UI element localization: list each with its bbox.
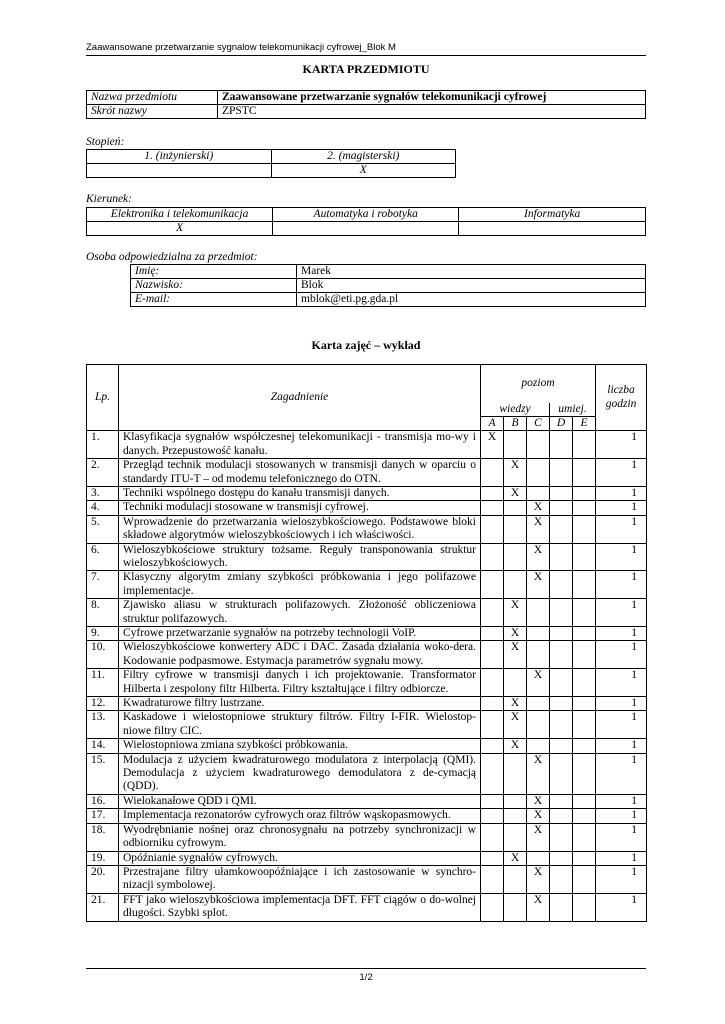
row-level-d: [550, 515, 573, 543]
row-hours: 1: [596, 697, 647, 711]
row-level-e: [573, 865, 596, 893]
row-level-d: [550, 599, 573, 627]
person-label: Osoba odpowiedzialna za przedmiot:: [86, 251, 258, 263]
col-knowledge-header: wiedzy: [481, 403, 550, 417]
row-level-a: [481, 543, 504, 571]
row-lp: 3.: [87, 486, 119, 500]
row-level-b: X: [504, 739, 527, 753]
row-topic: Wieloszybkościowe struktury tożsame. Reguły transponowania struktur wieloszybkościowych.: [119, 543, 481, 571]
table-row: [87, 431, 647, 459]
row-level-e: [573, 486, 596, 500]
row-level-d: [550, 739, 573, 753]
row-lp: 21.: [87, 893, 119, 921]
row-lp: 16.: [87, 794, 119, 808]
row-level-b: [504, 571, 527, 599]
row-hours: 1: [596, 641, 647, 669]
table-row: [87, 851, 647, 865]
row-level-c: X: [527, 571, 550, 599]
row-hours: 1: [596, 459, 647, 487]
row-level-c: X: [527, 794, 550, 808]
table-row: [87, 571, 647, 599]
row-level-c: X: [527, 893, 550, 921]
row-level-a: [481, 753, 504, 794]
table-row: [87, 739, 647, 753]
table-row: [87, 459, 647, 487]
row-hours: 1: [596, 794, 647, 808]
table-row: [87, 865, 647, 893]
row-level-d: [550, 431, 573, 459]
direction-value-3: [459, 222, 646, 236]
row-topic: Implementacja rezonatorów cyfrowych oraz filtrów wąskopasmowych.: [119, 809, 481, 823]
row-level-a: [481, 851, 504, 865]
direction-label: Kierunek:: [86, 193, 132, 205]
row-topic: Klasyfikacja sygnałów współczesnej telekomunikacji - transmisja mo-wy i danych. Przepustowość kanału.: [119, 431, 481, 459]
row-hours: 1: [596, 753, 647, 794]
row-level-d: [550, 823, 573, 851]
row-level-a: [481, 739, 504, 753]
row-hours: 1: [596, 627, 647, 641]
row-level-e: [573, 739, 596, 753]
last-name-value: Blok: [297, 279, 646, 293]
direction-value-1: X: [87, 222, 273, 236]
row-lp: 13.: [87, 711, 119, 739]
row-level-e: [573, 627, 596, 641]
row-level-d: [550, 501, 573, 515]
row-level-b: [504, 753, 527, 794]
row-level-d: [550, 641, 573, 669]
row-level-b: [504, 823, 527, 851]
row-topic: Kaskadowe i wielostopniowe struktury filtrów. Filtry I-FIR. Wielostop-niowe filtry CIC.: [119, 711, 481, 739]
col-lp-header: Lp.: [87, 365, 119, 431]
row-level-b: X: [504, 711, 527, 739]
level-c-header: C: [527, 416, 550, 430]
row-level-c: X: [527, 543, 550, 571]
table-row: [87, 599, 647, 627]
degree-label: Stopień:: [86, 136, 125, 148]
table-row: [87, 501, 647, 515]
direction-value-2: [273, 222, 459, 236]
row-lp: 5.: [87, 515, 119, 543]
row-level-d: [550, 669, 573, 697]
row-level-c: [527, 459, 550, 487]
row-hours: 1: [596, 739, 647, 753]
email-value: mblok@eti.pg.gda.pl: [297, 293, 646, 307]
row-level-b: X: [504, 486, 527, 500]
row-level-c: X: [527, 669, 550, 697]
row-topic: Wielokanałowe QDD i QMI.: [119, 794, 481, 808]
row-topic: Opóźnianie sygnałów cyfrowych.: [119, 851, 481, 865]
row-level-a: [481, 571, 504, 599]
row-topic: Wprowadzenie do przetwarzania wieloszybkościowego. Podstawowe bloki składowe algorytmów wieloszybkościowych i ich właściwości.: [119, 515, 481, 543]
row-level-e: [573, 501, 596, 515]
row-lp: 20.: [87, 865, 119, 893]
row-level-a: [481, 893, 504, 921]
row-level-d: [550, 459, 573, 487]
row-level-c: [527, 641, 550, 669]
row-level-a: [481, 515, 504, 543]
row-lp: 7.: [87, 571, 119, 599]
col-topic-header: Zagadnienie: [119, 365, 481, 431]
row-level-d: [550, 893, 573, 921]
row-level-a: [481, 486, 504, 500]
level-b-header: B: [504, 416, 527, 430]
row-hours: 1: [596, 599, 647, 627]
subject-table: [86, 90, 646, 119]
table-row: [87, 627, 647, 641]
row-level-b: [504, 669, 527, 697]
row-level-c: [527, 711, 550, 739]
page-footer: 1/2: [86, 968, 646, 983]
row-level-e: [573, 823, 596, 851]
row-topic: Techniki modulacji stosowane w transmisji cyfrowej.: [119, 501, 481, 515]
row-level-e: [573, 543, 596, 571]
row-level-b: [504, 865, 527, 893]
direction-col-3: Informatyka: [459, 208, 646, 222]
row-level-a: [481, 865, 504, 893]
row-level-a: [481, 627, 504, 641]
row-hours: 1: [596, 515, 647, 543]
row-level-e: [573, 753, 596, 794]
row-level-e: [573, 431, 596, 459]
table-row: [87, 809, 647, 823]
row-lp: 10.: [87, 641, 119, 669]
row-level-c: [527, 739, 550, 753]
row-level-e: [573, 893, 596, 921]
row-topic: Wieloszybkościowe konwertery ADC i DAC. Zasada działania woko-dera. Kodowanie podpasmowe. Estymacja parametrów sygnału mowy.: [119, 641, 481, 669]
row-level-d: [550, 865, 573, 893]
row-lp: 4.: [87, 501, 119, 515]
row-level-c: X: [527, 823, 550, 851]
email-label: E-mail:: [131, 293, 297, 307]
row-lp: 18.: [87, 823, 119, 851]
level-e-header: E: [573, 416, 596, 430]
table-row: [87, 753, 647, 794]
row-topic: Przestrajane filtry ułamkowoopóźniające i ich zastosowanie w synchro-nizacji symbolowej.: [119, 865, 481, 893]
level-d-header: D: [550, 416, 573, 430]
row-level-b: [504, 794, 527, 808]
row-topic: Filtry cyfrowe w transmisji danych i ich projektowanie. Transformator Hilberta i zespolony filtr Hilberta. Filtry kształtujące i filtry odbiorcze.: [119, 669, 481, 697]
row-level-b: [504, 501, 527, 515]
row-level-c: [527, 599, 550, 627]
row-hours: 1: [596, 711, 647, 739]
first-name-value: Marek: [297, 265, 646, 279]
row-level-e: [573, 641, 596, 669]
row-level-c: X: [527, 515, 550, 543]
row-hours: 1: [596, 823, 647, 851]
subject-short-label: Skrót nazwy: [87, 105, 218, 119]
row-level-e: [573, 697, 596, 711]
row-level-d: [550, 627, 573, 641]
table-row: [87, 486, 647, 500]
row-level-a: [481, 501, 504, 515]
degree-table: [86, 149, 456, 178]
table-row: [87, 543, 647, 571]
row-level-c: [527, 697, 550, 711]
table-row: [87, 711, 647, 739]
row-level-b: [504, 543, 527, 571]
row-level-e: [573, 809, 596, 823]
row-level-c: [527, 627, 550, 641]
row-hours: 1: [596, 571, 647, 599]
row-level-e: [573, 515, 596, 543]
row-lp: 17.: [87, 809, 119, 823]
row-lp: 15.: [87, 753, 119, 794]
row-topic: Wielostopniowa zmiana szybkości próbkowania.: [119, 739, 481, 753]
row-topic: Cyfrowe przetwarzanie sygnałów na potrzeby technologii VoIP.: [119, 627, 481, 641]
row-level-b: [504, 431, 527, 459]
table-row: [87, 697, 647, 711]
row-level-b: X: [504, 599, 527, 627]
page-title: KARTA PRZEDMIOTU: [302, 62, 430, 76]
lecture-title: Karta zajęć – wykład: [311, 338, 421, 352]
row-level-a: [481, 823, 504, 851]
row-level-e: [573, 571, 596, 599]
row-lp: 6.: [87, 543, 119, 571]
row-topic: Techniki wspólnego dostępu do kanału transmisji danych.: [119, 486, 481, 500]
direction-col-1: Elektronika i telekomunikacja: [87, 208, 273, 222]
row-lp: 14.: [87, 739, 119, 753]
row-level-e: [573, 794, 596, 808]
row-topic: Klasyczny algorytm zmiany szybkości próbkowania i jego polifazowe implementacje.: [119, 571, 481, 599]
row-level-e: [573, 599, 596, 627]
row-lp: 8.: [87, 599, 119, 627]
row-level-b: [504, 515, 527, 543]
row-topic: Kwadraturowe filtry lustrzane.: [119, 697, 481, 711]
row-hours: 1: [596, 486, 647, 500]
row-level-b: X: [504, 627, 527, 641]
row-level-d: [550, 711, 573, 739]
row-level-b: [504, 893, 527, 921]
table-row: [87, 893, 647, 921]
row-level-a: X: [481, 431, 504, 459]
row-level-b: X: [504, 851, 527, 865]
row-level-d: [550, 753, 573, 794]
row-lp: 12.: [87, 697, 119, 711]
first-name-label: Imię:: [131, 265, 297, 279]
row-hours: 1: [596, 809, 647, 823]
row-lp: 2.: [87, 459, 119, 487]
row-hours: 1: [596, 669, 647, 697]
row-level-d: [550, 486, 573, 500]
subject-name-value: Zaawansowane przetwarzanie sygnałów telekomunikacji cyfrowej: [218, 91, 646, 105]
table-row: [87, 823, 647, 851]
subject-short-value: ZPSTC: [218, 105, 646, 119]
table-row: [87, 794, 647, 808]
row-lp: 11.: [87, 669, 119, 697]
row-topic: FFT jako wieloszybkościowa implementacja DFT. FFT ciągów o do-wolnej długości. Szybki splot.: [119, 893, 481, 921]
row-level-c: [527, 486, 550, 500]
row-level-d: [550, 851, 573, 865]
col-level-header: poziom: [481, 365, 596, 403]
row-level-b: X: [504, 641, 527, 669]
row-level-a: [481, 459, 504, 487]
page-header: Zaawansowane przetwarzanie sygnalow telekomunikacji cyfrowej_Blok M: [86, 42, 646, 56]
row-level-c: X: [527, 809, 550, 823]
row-topic: Wyodrębnianie nośnej oraz chronosygnału na potrzeby synchronizacji w odbiorniku cyfrowym.: [119, 823, 481, 851]
direction-col-2: Automatyka i robotyka: [273, 208, 459, 222]
row-hours: 1: [596, 543, 647, 571]
last-name-label: Nazwisko:: [131, 279, 297, 293]
row-level-e: [573, 669, 596, 697]
lecture-rows: [87, 431, 647, 921]
row-lp: 19.: [87, 851, 119, 865]
row-level-a: [481, 794, 504, 808]
row-lp: 1.: [87, 431, 119, 459]
row-level-c: [527, 851, 550, 865]
row-level-c: X: [527, 501, 550, 515]
row-hours: 1: [596, 865, 647, 893]
row-hours: 1: [596, 431, 647, 459]
subject-name-label: Nazwa przedmiotu: [87, 91, 218, 105]
row-level-b: [504, 809, 527, 823]
row-level-a: [481, 669, 504, 697]
row-topic: Zjawisko aliasu w strukturach polifazowych. Złożoność obliczeniowa struktur polifazowych.: [119, 599, 481, 627]
row-level-a: [481, 711, 504, 739]
col-hours-header: liczba godzin: [596, 365, 647, 431]
table-row: [87, 641, 647, 669]
row-hours: 1: [596, 893, 647, 921]
row-level-e: [573, 459, 596, 487]
row-level-d: [550, 794, 573, 808]
row-topic: Modulacja z użyciem kwadraturowego modulatora z interpolacją (QMI). Demodulacja z użyciem kwadraturowego demodulatora z de-cymacją (QDD).: [119, 753, 481, 794]
row-level-a: [481, 697, 504, 711]
lecture-table: [86, 364, 647, 922]
row-level-a: [481, 809, 504, 823]
level-a-header: A: [481, 416, 504, 430]
row-level-b: X: [504, 697, 527, 711]
row-level-a: [481, 641, 504, 669]
row-level-c: X: [527, 753, 550, 794]
row-level-b: X: [504, 459, 527, 487]
col-skills-header: umiej.: [550, 403, 596, 417]
degree-col-1: 1. (inżynierski): [87, 150, 272, 164]
row-lp: 9.: [87, 627, 119, 641]
row-level-c: [527, 431, 550, 459]
row-level-d: [550, 571, 573, 599]
row-level-d: [550, 697, 573, 711]
degree-col-2: 2. (magisterski): [271, 150, 456, 164]
degree-value-1: [87, 164, 272, 178]
table-row: [87, 669, 647, 697]
row-level-a: [481, 599, 504, 627]
row-level-e: [573, 711, 596, 739]
row-level-d: [550, 809, 573, 823]
table-row: [87, 515, 647, 543]
row-level-d: [550, 543, 573, 571]
row-level-e: [573, 851, 596, 865]
direction-table: [86, 207, 646, 236]
row-level-c: X: [527, 865, 550, 893]
person-table: [130, 264, 646, 307]
row-hours: 1: [596, 501, 647, 515]
degree-value-2: X: [271, 164, 456, 178]
row-topic: Przegląd technik modulacji stosowanych w transmisji danych w oparciu o standardy ITU-T – od modemu telefonicznego do OTN.: [119, 459, 481, 487]
row-hours: 1: [596, 851, 647, 865]
